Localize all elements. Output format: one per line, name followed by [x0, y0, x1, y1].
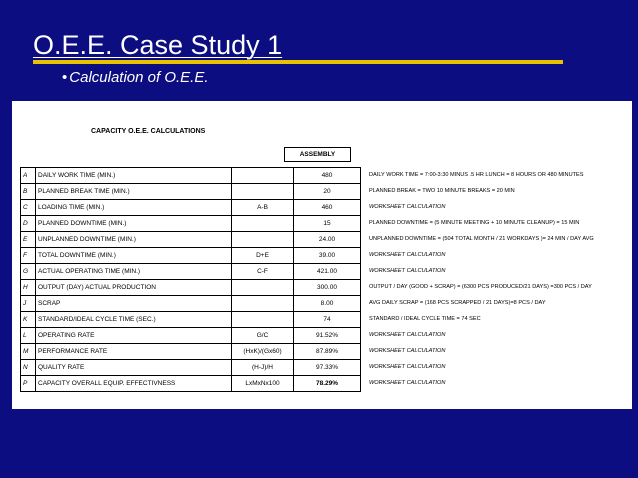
row-formula: G/C: [232, 328, 294, 344]
row-label: OPERATING RATE: [36, 328, 232, 344]
row-value: 78.29%: [294, 376, 361, 392]
row-note: OUTPUT / DAY (GOOD + SCRAP) = (6300 PCS PRODUCED/21 DAYS) =300 PCS / DAY: [369, 284, 592, 290]
row-letter: D: [21, 216, 36, 232]
row-label: ACTUAL OPERATING TIME (MIN.): [36, 264, 232, 280]
row-formula: (HxK)/(Gx60): [232, 344, 294, 360]
table-row: [21, 376, 361, 392]
row-formula: [232, 312, 294, 328]
table-row: [21, 216, 361, 232]
slide-title: O.E.E. Case Study 1: [33, 30, 283, 60]
row-note: WORKSHEET CALCULATION: [369, 252, 446, 258]
row-letter: L: [21, 328, 36, 344]
row-formula: D+E: [232, 248, 294, 264]
table-row: [21, 280, 361, 296]
row-letter: B: [21, 184, 36, 200]
row-formula: [232, 296, 294, 312]
table-row: [21, 344, 361, 360]
row-label: UNPLANNED DOWNTIME (MIN.): [36, 232, 232, 248]
table-row: [21, 360, 361, 376]
worksheet: [12, 101, 632, 409]
row-label: PLANNED BREAK TIME (MIN.): [36, 184, 232, 200]
row-note: DAILY WORK TIME = 7:00-3:30 MINUS .5 HR LUNCH = 8 HOURS OR 480 MINUTES: [369, 172, 584, 178]
row-value: 460: [294, 200, 361, 216]
row-label: TOTAL DOWNTIME (MIN.): [36, 248, 232, 264]
row-letter: M: [21, 344, 36, 360]
row-letter: N: [21, 360, 36, 376]
row-note: PLANNED BREAK = TWO 10 MINUTE BREAKS = 20 MIN: [369, 188, 515, 194]
row-value: 480: [294, 168, 361, 184]
slide-subtitle: [62, 69, 209, 86]
row-label: SCRAP: [36, 296, 232, 312]
row-note: WORKSHEET CALCULATION: [369, 348, 446, 354]
calculation-notes: [369, 167, 631, 391]
row-value: 24.00: [294, 232, 361, 248]
row-letter: F: [21, 248, 36, 264]
row-value: 39.00: [294, 248, 361, 264]
title-divider: [33, 60, 563, 64]
row-formula: [232, 216, 294, 232]
row-value: 74: [294, 312, 361, 328]
row-label: STANDARD/IDEAL CYCLE TIME (SEC.): [36, 312, 232, 328]
row-label: LOADING TIME (MIN.): [36, 200, 232, 216]
worksheet-heading: CAPACITY O.E.E. CALCULATIONS: [91, 128, 206, 135]
row-letter: C: [21, 200, 36, 216]
row-value: 421.00: [294, 264, 361, 280]
row-note: WORKSHEET CALCULATION: [369, 204, 446, 210]
row-letter: J: [21, 296, 36, 312]
row-value: 91.52%: [294, 328, 361, 344]
row-note: UNPLANNED DOWNTIME = (504 TOTAL MONTH / 21 WORKDAYS )= 24 MIN / DAY AVG: [369, 236, 594, 242]
row-label: OUTPUT (DAY) ACTUAL PRODUCTION: [36, 280, 232, 296]
row-formula: [232, 184, 294, 200]
row-note: STANDARD / IDEAL CYCLE TIME = 74 SEC: [369, 316, 481, 322]
row-letter: K: [21, 312, 36, 328]
row-formula: C-F: [232, 264, 294, 280]
row-note: WORKSHEET CALCULATION: [369, 380, 446, 386]
row-letter: E: [21, 232, 36, 248]
row-letter: G: [21, 264, 36, 280]
row-note: PLANNED DOWNTIME = (5 MINUTE MEETING + 10 MINUTE CLEANUP) = 15 MIN: [369, 220, 580, 226]
row-formula: [232, 280, 294, 296]
row-formula: [232, 232, 294, 248]
row-note: WORKSHEET CALCULATION: [369, 268, 446, 274]
row-formula: A-B: [232, 200, 294, 216]
table-row: [21, 328, 361, 344]
row-note: AVG DAILY SCRAP = (168 PCS SCRAPPED / 21 DAYS)=8 PCS / DAY: [369, 300, 546, 306]
row-label: QUALITY RATE: [36, 360, 232, 376]
table-row: [21, 184, 361, 200]
row-formula: LxMxNx100: [232, 376, 294, 392]
row-formula: [232, 168, 294, 184]
row-label: PERFORMANCE RATE: [36, 344, 232, 360]
row-note: WORKSHEET CALCULATION: [369, 332, 446, 338]
row-label: DAILY WORK TIME (MIN.): [36, 168, 232, 184]
table-row: [21, 232, 361, 248]
bullet-icon: •: [62, 69, 68, 86]
assembly-column-header: ASSEMBLY: [284, 147, 351, 162]
row-label: CAPACITY OVERALL EQUIP. EFFECTIVNESS: [36, 376, 232, 392]
row-value: 87.89%: [294, 344, 361, 360]
table-row: [21, 264, 361, 280]
row-value: 300.00: [294, 280, 361, 296]
table-row: [21, 200, 361, 216]
row-letter: A: [21, 168, 36, 184]
row-value: 8.00: [294, 296, 361, 312]
row-formula: (H-J)/H: [232, 360, 294, 376]
row-label: PLANNED DOWNTIME (MIN.): [36, 216, 232, 232]
table-row: [21, 312, 361, 328]
row-letter: P: [21, 376, 36, 392]
calculation-table: [20, 167, 361, 392]
row-letter: H: [21, 280, 36, 296]
row-value: 15: [294, 216, 361, 232]
table-row: [21, 248, 361, 264]
table-row: [21, 168, 361, 184]
row-value: 97.33%: [294, 360, 361, 376]
row-value: 20: [294, 184, 361, 200]
table-row: [21, 296, 361, 312]
row-note: WORKSHEET CALCULATION: [369, 364, 446, 370]
subtitle-text: Calculation of O.E.E.: [69, 69, 209, 86]
